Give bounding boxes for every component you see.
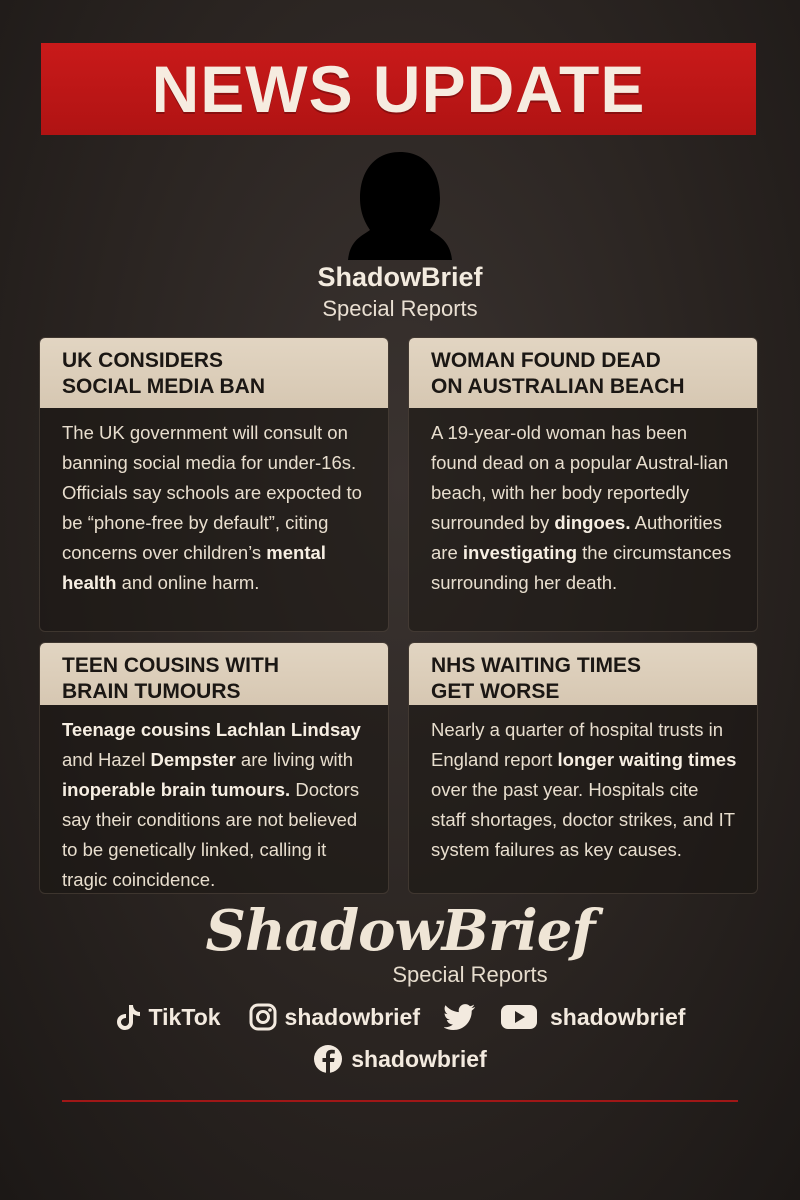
card-text-highlight: Teenage cousins Lachlan Lindsay <box>62 719 361 740</box>
card-text-highlight: longer waiting times <box>557 749 737 770</box>
card-text-run: and Hazel <box>62 749 151 770</box>
card-header <box>409 338 757 408</box>
facebook-icon <box>313 1044 343 1074</box>
card-body <box>409 705 757 865</box>
card-text-run: Doctors say their conditions are not believed to be genetically linked, calling it tragic coincidence. <box>62 779 360 890</box>
card-body <box>40 705 388 894</box>
social-links <box>0 1003 800 1031</box>
footer-brand-logo: ShadowBrief <box>205 898 595 964</box>
instagram-link[interactable] <box>249 1003 420 1031</box>
card-text-highlight: inoperable brain tumours. <box>62 779 291 800</box>
news-card-uk-social-media <box>39 337 389 632</box>
card-title-line2: SOCIAL MEDIA BAN <box>62 375 266 398</box>
card-title-line1: TEEN COUSINS WITH <box>62 654 280 677</box>
card-title-line1: NHS WAITING TIMES <box>431 654 641 677</box>
social-links-row2 <box>0 1044 800 1074</box>
youtube-label: shadowbrief <box>550 1003 686 1030</box>
card-text-highlight: dingoes. <box>554 512 631 533</box>
card-text-highlight: Dempster <box>150 749 236 770</box>
instagram-label: shadowbrief <box>284 1003 420 1030</box>
card-body <box>409 408 757 598</box>
instagram-icon <box>249 1003 277 1031</box>
card-header <box>40 338 388 408</box>
news-update-banner <box>41 43 756 135</box>
card-title-line1: UK CONSIDERS <box>62 349 224 372</box>
card-text-run: Nearly a quarter of hospital trusts in England report <box>431 719 724 770</box>
card-title-line2: ON AUSTRALIAN BEACH <box>431 375 685 398</box>
tiktok-link[interactable] <box>115 1003 221 1031</box>
header-brand-name: ShadowBrief <box>317 262 483 292</box>
banner-title: NEWS UPDATE <box>151 52 646 126</box>
twitter-link[interactable] <box>444 1004 484 1030</box>
card-text-run: are living with <box>235 749 354 770</box>
news-card-australian-beach <box>408 337 758 632</box>
footer-tagline: Special Reports <box>392 962 548 987</box>
card-title-line2: GET WORSE <box>431 680 560 703</box>
card-text-run: over the past year. Hospitals cite staff shortages, doctor strikes, and IT system failures as key causes. <box>431 779 735 860</box>
card-text <box>431 715 737 865</box>
card-text-run: Authorities are <box>431 512 723 563</box>
youtube-icon <box>500 1003 538 1031</box>
card-title-line2: BRAIN TUMOURS <box>62 680 241 703</box>
card-body <box>40 408 388 598</box>
card-title-line1: WOMAN FOUND DEAD <box>431 349 661 372</box>
footer-divider <box>62 1100 738 1102</box>
facebook-label: shadowbrief <box>351 1045 487 1072</box>
news-card-nhs-waiting <box>408 642 758 894</box>
tiktok-icon <box>115 1003 141 1031</box>
header-tagline: Special Reports <box>322 296 478 321</box>
facebook-link[interactable] <box>313 1044 486 1074</box>
card-text-highlight: mental health <box>62 542 326 593</box>
card-text <box>62 418 368 598</box>
card-text-run: A 19-year-old woman has been found dead on a popular Austral-lian beach, with her body reportedly surrounded by <box>431 422 729 533</box>
card-text <box>431 418 737 598</box>
youtube-link[interactable] <box>500 1003 685 1031</box>
news-card-teen-cousins <box>39 642 389 894</box>
card-header <box>40 643 388 705</box>
card-text-highlight: investigating <box>462 542 577 563</box>
card-text-run: The UK government will consult on banning social media for under-16s. Officials say schools are expocted to be “phone-free by default”, citing concerns over children’s <box>62 422 362 563</box>
card-header <box>409 643 757 705</box>
card-text-run: the circumstances surrounding her death. <box>431 542 732 593</box>
tiktok-label: TikTok <box>148 1003 221 1030</box>
card-text <box>62 715 368 894</box>
card-text-run: and online harm. <box>116 572 260 593</box>
twitter-icon <box>444 1004 476 1030</box>
avatar-silhouette-icon <box>340 150 460 260</box>
